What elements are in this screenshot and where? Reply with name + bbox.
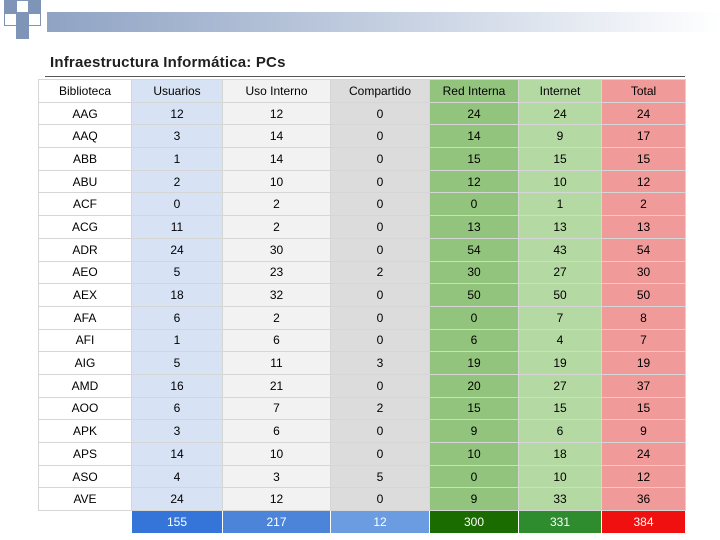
table-row bbox=[39, 352, 686, 375]
cell-biblioteca: AEO bbox=[39, 261, 132, 284]
cell-biblioteca: ASO bbox=[39, 465, 132, 488]
cell-compartido: 0 bbox=[331, 443, 430, 466]
decor-square bbox=[28, 13, 41, 26]
cell-usuarios: 3 bbox=[132, 420, 223, 443]
cell-red-interna: 19 bbox=[430, 352, 519, 375]
cell-biblioteca: ADR bbox=[39, 238, 132, 261]
table-row bbox=[39, 306, 686, 329]
cell-usuarios: 1 bbox=[132, 148, 223, 171]
cell-red-interna: 10 bbox=[430, 443, 519, 466]
cell-total: 13 bbox=[602, 216, 686, 239]
cell-total: 7 bbox=[602, 329, 686, 352]
table-row bbox=[39, 420, 686, 443]
cell-uso-interno: 2 bbox=[223, 306, 331, 329]
cell-uso-interno: 10 bbox=[223, 443, 331, 466]
cell-compartido: 2 bbox=[331, 261, 430, 284]
table-row bbox=[39, 374, 686, 397]
table-row bbox=[39, 102, 686, 125]
cell-red-interna: 24 bbox=[430, 102, 519, 125]
cell-red-interna: 12 bbox=[430, 170, 519, 193]
cell-usuarios: 0 bbox=[132, 193, 223, 216]
cell-uso-interno: 23 bbox=[223, 261, 331, 284]
cell-biblioteca: ACG bbox=[39, 216, 132, 239]
cell-internet: 4 bbox=[519, 329, 602, 352]
table-row bbox=[39, 148, 686, 171]
cell-compartido: 0 bbox=[331, 329, 430, 352]
table-row bbox=[39, 261, 686, 284]
cell-compartido: 3 bbox=[331, 352, 430, 375]
cell-biblioteca: AIG bbox=[39, 352, 132, 375]
cell-total: 8 bbox=[602, 306, 686, 329]
cell-biblioteca: AOO bbox=[39, 397, 132, 420]
cell-biblioteca: AMD bbox=[39, 374, 132, 397]
cell-usuarios: 12 bbox=[132, 102, 223, 125]
cell-red-interna: 15 bbox=[430, 397, 519, 420]
cell-total: 12 bbox=[602, 465, 686, 488]
cell-compartido: 0 bbox=[331, 193, 430, 216]
decor-square bbox=[28, 0, 41, 13]
cell-biblioteca: ACF bbox=[39, 193, 132, 216]
header-bar bbox=[47, 12, 720, 32]
cell-internet: 6 bbox=[519, 420, 602, 443]
cell-internet: 15 bbox=[519, 148, 602, 171]
cell-red-interna: 30 bbox=[430, 261, 519, 284]
cell-red-interna: 50 bbox=[430, 284, 519, 307]
totals-row bbox=[39, 511, 686, 534]
cell-internet: 13 bbox=[519, 216, 602, 239]
cell-usuarios: 6 bbox=[132, 306, 223, 329]
cell-biblioteca: AEX bbox=[39, 284, 132, 307]
cell-internet: 27 bbox=[519, 261, 602, 284]
cell-uso-interno: 12 bbox=[223, 488, 331, 511]
cell-total: 17 bbox=[602, 125, 686, 148]
total-internet: 331 bbox=[519, 511, 602, 534]
cell-uso-interno: 21 bbox=[223, 374, 331, 397]
cell-biblioteca: AFA bbox=[39, 306, 132, 329]
cell-uso-interno: 14 bbox=[223, 148, 331, 171]
cell-biblioteca: AAG bbox=[39, 102, 132, 125]
cell-usuarios: 24 bbox=[132, 238, 223, 261]
cell-compartido: 0 bbox=[331, 102, 430, 125]
cell-internet: 50 bbox=[519, 284, 602, 307]
cell-compartido: 0 bbox=[331, 306, 430, 329]
table-row bbox=[39, 488, 686, 511]
cell-internet: 10 bbox=[519, 170, 602, 193]
cell-usuarios: 5 bbox=[132, 261, 223, 284]
cell-uso-interno: 7 bbox=[223, 397, 331, 420]
total-compartido: 12 bbox=[331, 511, 430, 534]
cell-total: 24 bbox=[602, 443, 686, 466]
cell-internet: 18 bbox=[519, 443, 602, 466]
total-total: 384 bbox=[602, 511, 686, 534]
cell-compartido: 0 bbox=[331, 125, 430, 148]
cell-compartido: 0 bbox=[331, 216, 430, 239]
totals-label-cell bbox=[39, 511, 132, 534]
cell-uso-interno: 32 bbox=[223, 284, 331, 307]
cell-usuarios: 3 bbox=[132, 125, 223, 148]
cell-total: 15 bbox=[602, 148, 686, 171]
title-underline bbox=[45, 76, 685, 77]
cell-usuarios: 4 bbox=[132, 465, 223, 488]
cell-total: 12 bbox=[602, 170, 686, 193]
cell-usuarios: 2 bbox=[132, 170, 223, 193]
cell-uso-interno: 6 bbox=[223, 420, 331, 443]
cell-uso-interno: 11 bbox=[223, 352, 331, 375]
cell-compartido: 5 bbox=[331, 465, 430, 488]
cell-uso-interno: 30 bbox=[223, 238, 331, 261]
table-row bbox=[39, 443, 686, 466]
table-row bbox=[39, 284, 686, 307]
cell-usuarios: 11 bbox=[132, 216, 223, 239]
slide-title: Infraestructura Informática: PCs bbox=[50, 54, 286, 71]
cell-internet: 19 bbox=[519, 352, 602, 375]
table-row bbox=[39, 216, 686, 239]
cell-biblioteca: AAQ bbox=[39, 125, 132, 148]
cell-red-interna: 54 bbox=[430, 238, 519, 261]
header-row bbox=[39, 80, 686, 103]
cell-compartido: 0 bbox=[331, 420, 430, 443]
cell-total: 30 bbox=[602, 261, 686, 284]
cell-internet: 10 bbox=[519, 465, 602, 488]
table-row bbox=[39, 170, 686, 193]
table-row bbox=[39, 397, 686, 420]
cell-biblioteca: APS bbox=[39, 443, 132, 466]
cell-internet: 1 bbox=[519, 193, 602, 216]
cell-compartido: 0 bbox=[331, 284, 430, 307]
total-red-interna: 300 bbox=[430, 511, 519, 534]
cell-red-interna: 15 bbox=[430, 148, 519, 171]
cell-red-interna: 9 bbox=[430, 420, 519, 443]
cell-total: 15 bbox=[602, 397, 686, 420]
cell-usuarios: 18 bbox=[132, 284, 223, 307]
col-header-uso-interno: Uso Interno bbox=[223, 80, 331, 103]
cell-uso-interno: 3 bbox=[223, 465, 331, 488]
cell-total: 54 bbox=[602, 238, 686, 261]
cell-biblioteca: ABU bbox=[39, 170, 132, 193]
cell-uso-interno: 10 bbox=[223, 170, 331, 193]
cell-usuarios: 5 bbox=[132, 352, 223, 375]
cell-red-interna: 0 bbox=[430, 306, 519, 329]
cell-compartido: 0 bbox=[331, 148, 430, 171]
cell-red-interna: 0 bbox=[430, 193, 519, 216]
cell-uso-interno: 12 bbox=[223, 102, 331, 125]
col-header-total: Total bbox=[602, 80, 686, 103]
cell-total: 36 bbox=[602, 488, 686, 511]
cell-compartido: 2 bbox=[331, 397, 430, 420]
cell-biblioteca: AFI bbox=[39, 329, 132, 352]
cell-biblioteca: AVE bbox=[39, 488, 132, 511]
cell-red-interna: 14 bbox=[430, 125, 519, 148]
cell-compartido: 0 bbox=[331, 488, 430, 511]
cell-compartido: 0 bbox=[331, 170, 430, 193]
total-uso-interno: 217 bbox=[223, 511, 331, 534]
table-row bbox=[39, 125, 686, 148]
cell-total: 2 bbox=[602, 193, 686, 216]
cell-internet: 43 bbox=[519, 238, 602, 261]
cell-internet: 33 bbox=[519, 488, 602, 511]
cell-red-interna: 13 bbox=[430, 216, 519, 239]
cell-red-interna: 9 bbox=[430, 488, 519, 511]
cell-total: 9 bbox=[602, 420, 686, 443]
cell-red-interna: 20 bbox=[430, 374, 519, 397]
cell-uso-interno: 2 bbox=[223, 193, 331, 216]
cell-total: 50 bbox=[602, 284, 686, 307]
pcs-table bbox=[38, 79, 686, 534]
cell-internet: 15 bbox=[519, 397, 602, 420]
cell-usuarios: 1 bbox=[132, 329, 223, 352]
cell-biblioteca: ABB bbox=[39, 148, 132, 171]
cell-uso-interno: 6 bbox=[223, 329, 331, 352]
decor-square bbox=[16, 26, 29, 39]
cell-uso-interno: 14 bbox=[223, 125, 331, 148]
cell-total: 37 bbox=[602, 374, 686, 397]
cell-internet: 7 bbox=[519, 306, 602, 329]
cell-total: 19 bbox=[602, 352, 686, 375]
col-header-internet: Internet bbox=[519, 80, 602, 103]
col-header-compartido: Compartido bbox=[331, 80, 430, 103]
table-row bbox=[39, 465, 686, 488]
table-row bbox=[39, 238, 686, 261]
table-row bbox=[39, 329, 686, 352]
col-header-red-interna: Red Interna bbox=[430, 80, 519, 103]
col-header-usuarios: Usuarios bbox=[132, 80, 223, 103]
cell-compartido: 0 bbox=[331, 238, 430, 261]
cell-total: 24 bbox=[602, 102, 686, 125]
table-row bbox=[39, 193, 686, 216]
col-header-biblioteca: Biblioteca bbox=[39, 80, 132, 103]
cell-internet: 27 bbox=[519, 374, 602, 397]
cell-usuarios: 6 bbox=[132, 397, 223, 420]
cell-usuarios: 14 bbox=[132, 443, 223, 466]
cell-red-interna: 0 bbox=[430, 465, 519, 488]
cell-usuarios: 16 bbox=[132, 374, 223, 397]
cell-uso-interno: 2 bbox=[223, 216, 331, 239]
cell-biblioteca: APK bbox=[39, 420, 132, 443]
cell-internet: 9 bbox=[519, 125, 602, 148]
cell-compartido: 0 bbox=[331, 374, 430, 397]
cell-red-interna: 6 bbox=[430, 329, 519, 352]
total-usuarios: 155 bbox=[132, 511, 223, 534]
cell-usuarios: 24 bbox=[132, 488, 223, 511]
cell-internet: 24 bbox=[519, 102, 602, 125]
